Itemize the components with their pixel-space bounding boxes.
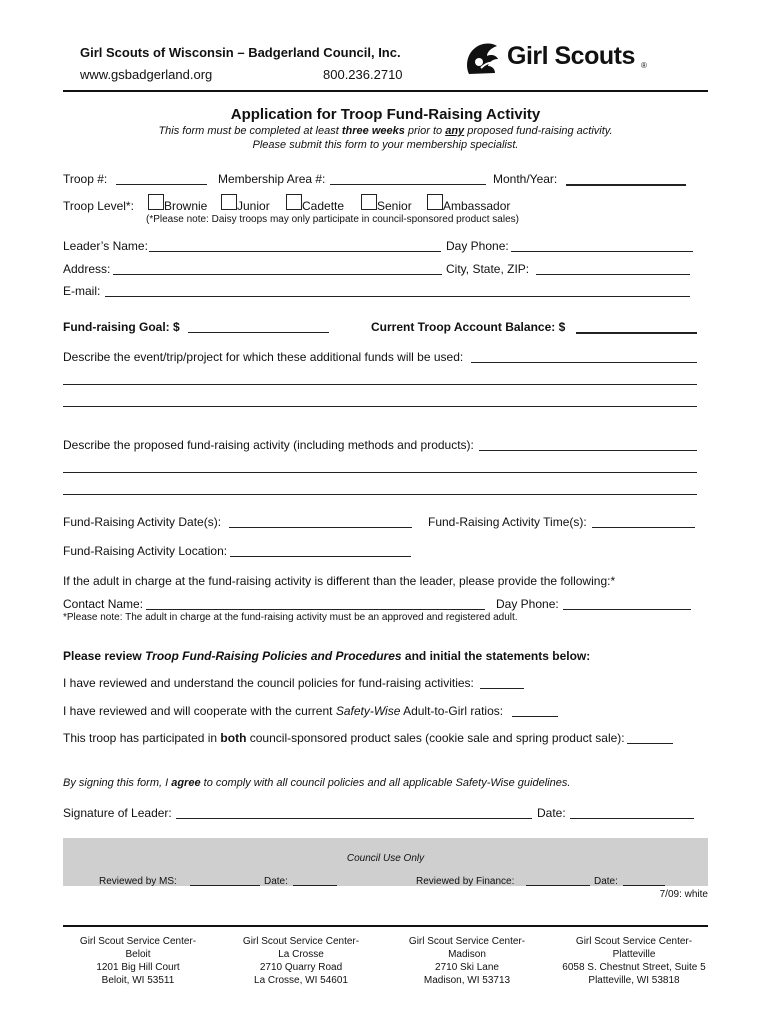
footer-platteville-line4: Platteville, WI 53818 [588,975,680,986]
describe-event-field-1[interactable] [471,362,697,363]
month-year-label: Month/Year: [493,172,558,186]
org-website[interactable]: www.gsbadgerland.org [80,67,213,82]
org-name: Girl Scouts of Wisconsin – Badgerland Council, Inc. [80,45,401,60]
day-phone-field[interactable] [511,251,693,252]
activity-location-label: Fund-Raising Activity Location: [63,544,228,558]
activity-dates-label: Fund-Raising Activity Date(s): [63,515,222,529]
footer-beloit-line4: Beloit, WI 53511 [101,975,175,986]
brownie-label: Brownie [164,199,208,213]
month-year-field[interactable] [566,184,686,186]
describe-event-label: Describe the event/trip/project for which these additional funds will be used: [63,350,464,364]
statement-2: I have reviewed and will cooperate with the current Safety-Wise Adult-to-Girl ratios: [63,704,504,718]
senior-label: Senior [377,199,412,213]
reviewed-ms-date-field[interactable] [293,885,337,886]
footer-madison-line1: Girl Scout Service Center- [408,936,526,947]
ambassador-checkbox[interactable] [427,194,443,210]
cadette-checkbox[interactable] [286,194,302,210]
statement-1-initial-field[interactable] [480,688,524,689]
junior-checkbox[interactable] [221,194,237,210]
logo-wordmark: Girl Scouts [507,42,635,70]
membership-area-field[interactable] [330,184,486,185]
footer-platteville-line3: 6058 S. Chestnut Street, Suite 5 [562,962,706,973]
describe-activity-field-1[interactable] [479,450,697,451]
footer-platteville [554,935,714,987]
signature-date-field[interactable] [570,818,694,819]
footer-la-crosse [226,935,376,987]
senior-checkbox[interactable] [361,194,377,210]
membership-area-label: Membership Area #: [218,172,326,186]
reviewed-finance-date-field[interactable] [623,885,665,886]
signature-date-label: Date: [537,806,566,820]
statement-2-initial-field[interactable] [512,716,558,717]
reviewed-ms-label: Reviewed by MS: [99,876,177,887]
statement-1: I have reviewed and understand the council policies for fund-raising activities: [63,676,474,690]
statement-3: This troop has participated in both council-sponsored product sales (cookie sale and spring product sale): [63,731,625,745]
activity-time-field[interactable] [592,527,695,528]
leader-name-label: Leader’s Name: [63,239,148,253]
goal-field[interactable] [188,332,329,333]
footer-madison-line4: Madison, WI 53713 [423,975,511,986]
email-label: E-mail: [63,284,101,298]
org-phone: 800.236.2710 [323,67,403,82]
signature-label: Signature of Leader: [63,806,172,820]
footer-platteville-line2: Platteville [612,949,656,960]
footer-rule [63,925,708,927]
footer-beloit-line1: Girl Scout Service Center- [79,936,197,947]
footer-la-crosse-line2: La Crosse [278,949,324,960]
council-use-title: Council Use Only [346,853,425,864]
daisy-note: (*Please note: Daisy troops may only participate in council-sponsored product sales) [146,214,519,225]
activity-dates-field[interactable] [229,527,412,528]
brownie-checkbox[interactable] [148,194,164,210]
balance-field[interactable] [576,332,697,334]
form-title: Application for Troop Fund-Raising Activity [230,106,541,123]
activity-time-label: Fund-Raising Activity Time(s): [428,515,587,529]
contact-day-phone-label: Day Phone: [496,597,559,611]
address-label: Address: [63,262,111,276]
footer-beloit-line3: 1201 Big Hill Court [96,962,180,973]
trefoil-profile-icon [463,40,503,76]
footer-la-crosse-line4: La Crosse, WI 54601 [254,975,348,986]
cadette-label: Cadette [302,199,345,213]
activity-location-field[interactable] [230,556,411,557]
form-subtitle-2: Please submit this form to your membership specialist. [252,139,519,151]
footer-platteville-line1: Girl Scout Service Center- [575,936,693,947]
describe-event-field-2[interactable] [63,384,697,385]
balance-label: Current Troop Account Balance: $ [371,320,566,334]
troop-level-label: Troop Level*: [63,199,134,213]
footer-la-crosse-line3: 2710 Quarry Road [259,962,343,973]
footer-madison-line3: 2710 Ski Lane [435,962,499,973]
city-state-zip-label: City, State, ZIP: [446,262,530,276]
leader-name-field[interactable] [149,251,441,252]
describe-event-field-3[interactable] [63,406,697,407]
junior-label: Junior [237,199,270,213]
goal-label: Fund-raising Goal: $ [63,320,180,334]
form-version: 7/09: white [659,889,708,900]
describe-activity-field-3[interactable] [63,494,697,495]
footer-beloit [63,935,213,987]
footer-la-crosse-line1: Girl Scout Service Center- [242,936,360,947]
registered-mark: ® [641,61,647,70]
statement-3-initial-field[interactable] [627,743,673,744]
day-phone-label: Day Phone: [446,239,509,253]
reviewed-finance-date-label: Date: [594,876,618,887]
troop-number-field[interactable] [116,184,207,185]
describe-activity-label: Describe the proposed fund-raising activity (including methods and products): [63,438,474,452]
city-state-zip-field[interactable] [536,274,690,275]
contact-day-phone-field[interactable] [563,609,691,610]
address-field[interactable] [113,274,442,275]
reviewed-ms-date-label: Date: [264,876,288,887]
contact-name-field[interactable] [146,609,485,610]
describe-activity-field-2[interactable] [63,472,697,473]
adult-in-charge-text: If the adult in charge at the fund-raising activity is different than the leader, please provide the following:* [63,574,616,588]
header-rule [63,90,708,92]
reviewed-finance-field[interactable] [526,885,590,886]
form-subtitle-1: This form must be completed at least three weeks prior to any proposed fund-raising activity. [158,125,613,137]
reviewed-ms-field[interactable] [190,885,260,886]
review-heading: Please review Troop Fund-Raising Policies and Procedures and initial the statements below: [63,649,591,663]
footer-madison [392,935,542,987]
email-field[interactable] [105,296,690,297]
ambassador-label: Ambassador [443,199,511,213]
girl-scouts-logo [463,38,663,78]
footer-madison-line2: Madison [448,949,486,960]
signing-statement: By signing this form, I agree to comply with all council policies and all applicable Safety-Wise guidelines. [63,777,571,789]
footer-beloit-line2: Beloit [125,949,151,960]
troop-number-label: Troop #: [63,172,108,186]
adult-note: *Please note: The adult in charge at the fund-raising activity must be an approved and registered adult. [63,612,518,623]
signature-field[interactable] [176,818,532,819]
reviewed-finance-label: Reviewed by Finance: [416,876,515,887]
contact-name-label: Contact Name: [63,597,144,611]
